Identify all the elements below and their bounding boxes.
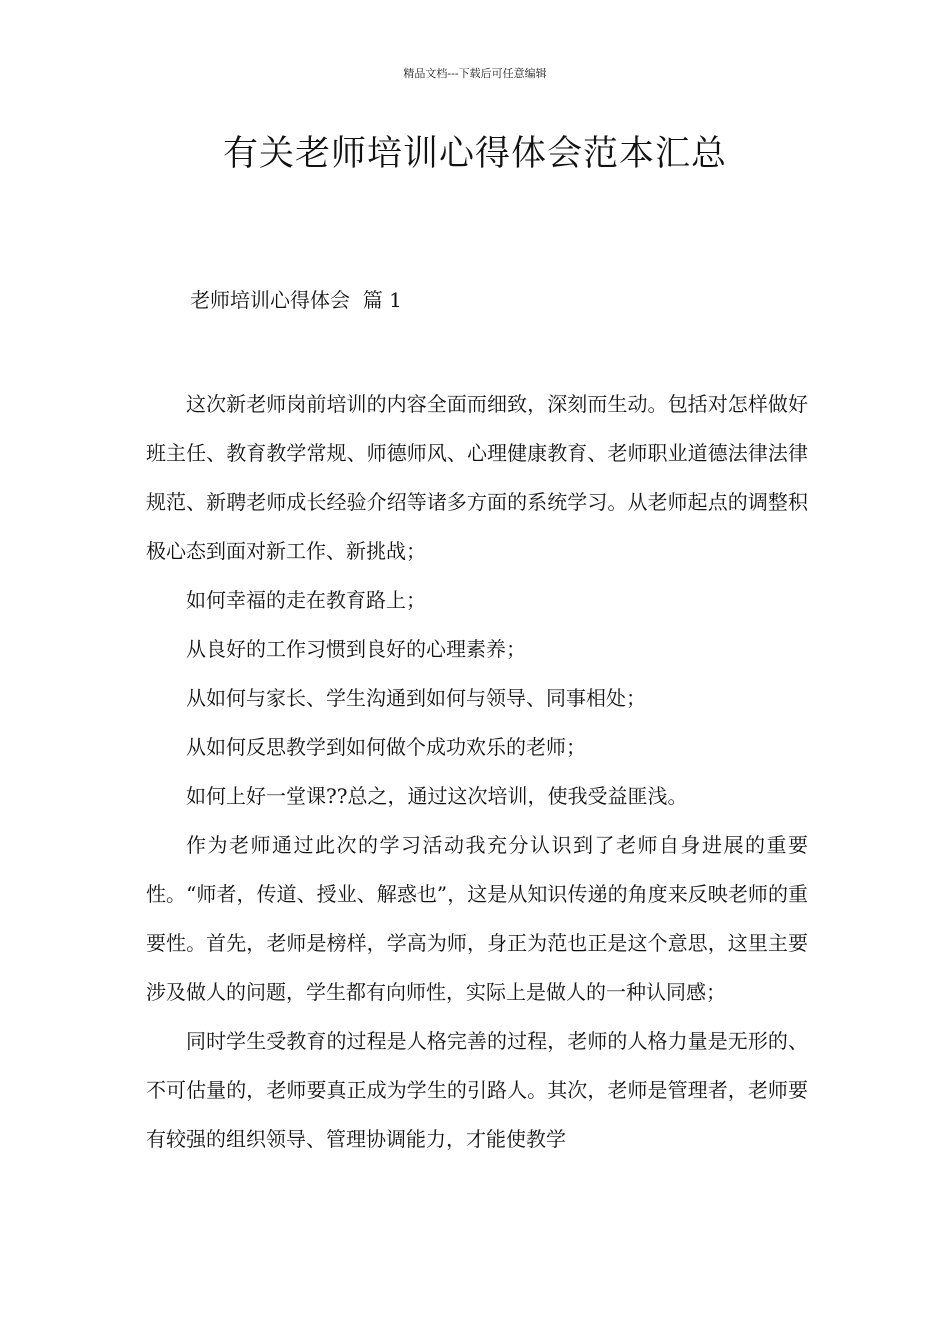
- document-body: [146, 380, 808, 1164]
- section-heading: 老师培训心得体会 篇 1: [190, 288, 402, 312]
- paragraph: 同时学生受教育的过程是人格完善的过程，老师的人格力量是无形的、不可估量的，老师要真正成为学生的引路人。其次，老师是管理者，老师要有较强的组织领导、管理协调能力，才能使教学: [146, 1029, 808, 1151]
- paragraph: 从如何与家长、学生沟通到如何与领导、同事相处；: [186, 686, 646, 710]
- paragraph: 从如何反思教学到如何做个成功欢乐的老师；: [186, 735, 586, 759]
- paragraph: 从良好的工作习惯到良好的心理素养；: [186, 637, 526, 661]
- header-note: 精品文档---下载后可任意编辑: [403, 67, 547, 80]
- document-title: 有关老师培训心得体会范本汇总: [222, 134, 727, 174]
- paragraph: 作为老师通过此次的学习活动我充分认识到了老师自身进展的重要性。“师者，传道、授业、解惑也”，这是从知识传递的角度来反映老师的重要性。首先，老师是榜样，学高为师，身正为范也正是这个意思，这里主要涉及做人的问题，学生都有向师性，实际上是做人的一种认同感；: [146, 833, 808, 1004]
- paragraph: 这次新老师岗前培训的内容全面而细致，深刻而生动。包括对怎样做好班主任、教育教学常规、师德师风、心理健康教育、老师职业道德法律法律规范、新聘老师成长经验介绍等诸多方面的系统学习。从老师起点的调整积极心态到面对新工作、新挑战；: [146, 392, 808, 563]
- paragraph: 如何上好一堂课??总之，通过这次培训，使我受益匪浅。: [186, 784, 688, 808]
- paragraph: 如何幸福的走在教育路上；: [186, 588, 426, 612]
